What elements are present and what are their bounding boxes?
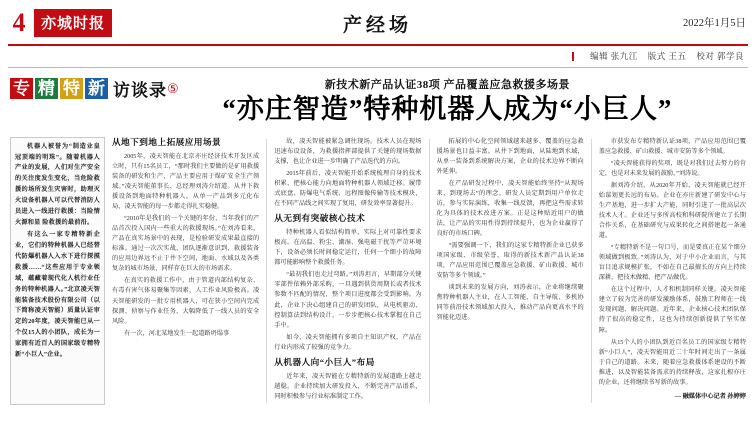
subheading: 从机器人向“小巨人”布局 [274, 356, 375, 367]
credit-mark-icon [572, 52, 574, 61]
credits-row [0, 46, 756, 62]
column-divider [266, 139, 267, 403]
section-title: 产经场 [343, 14, 413, 36]
column-divider [591, 139, 592, 403]
subheading: 从无到有突破核心技术 [274, 213, 366, 224]
body-paragraph: 2015年前后，凌天智能开始系统梳理自身的技术积累，把核心能力向地面特种机器人领域迁移。履带式底盘、防爆电气系统、远程图像传输等技术模块，在不同产品线之间实现了复用，研发效率显著提升。 [274, 169, 422, 207]
body-paragraph: 在产品研发过程中，凌天智能始终坚持“从现场来，到现场去”的理念。研发人员定期到用户单位走访，参与实际演练，收集一线反馈，再把这些需求转化为具体的技术改进方案。正是这种贴近用户的做法，让产品的实用性得到持续提升，也为企业赢得了良好的市场口碑。 [436, 179, 584, 238]
issue-date: 2022年1月5日 [683, 17, 746, 29]
body-paragraph: 市获发布专精特新认证38项，产品应用范围已覆盖应急救援、矿山救援、城市安防等多个领域。 [598, 137, 746, 155]
column-divider [429, 139, 430, 403]
subheading: 从地下到地上拓展应用场景 [112, 136, 222, 147]
body-paragraph: 近年来，凌天智能在专精特新的发展道路上越走越稳。企业持续加大研发投入，不断完善产品谱系，同时积极参与行业标准制定工作。 [274, 372, 422, 401]
series-tag-number: ⑤ [167, 80, 179, 96]
credit-proofreader: 校对 郭学良 [696, 51, 744, 61]
body-paragraph: 谈到未来的发展方向，刘涛表示，企业将继续聚焦特种机器人主业，在人工智能、自主导航、多机协同等前沿技术领域加大投入，推动产品向更高水平的智能化迈进。 [436, 284, 584, 322]
article-column-3 [437, 137, 584, 405]
lead-paragraph: 机器人被誉为“制造业皇冠顶端的明珠”。随着机器人产业的发展，人们对生产安全的关注度发生变化，当危险救援的场所发生灾害时，助理灭火设备机器人可以代替消防人员进入一线进行救援：当险情火源和显 险救援的最前沿。 [15, 142, 100, 226]
lead-paragraph-box [10, 137, 105, 405]
article-column-2 [274, 137, 421, 405]
body-paragraph: “最初我们也走过弯路。”刘涛坦言，早期部分关键零部件依赖外部采购，一旦遇到供货周期长或者技术参数不匹配的情况，整个项目进度都会受到影响。为此，企业下决心组建自己的研发团队，从电机驱动、控制算法到结构设计，一步步把核心技术掌握在自己手中。 [274, 271, 422, 329]
body-paragraph: 在这个过程中，人才和机制同样关键。凌天智能建立了较为完善的研发激励体系，鼓励工程师在一线发现问题、解决问题。近年来，企业核心技术团队保持了很高的稳定性，这也为持续创新提供了坚实保障。 [598, 286, 746, 334]
headline-kicker: 新技术新产品认证38项 产品覆盖应急救援多场景 [324, 79, 570, 91]
body-paragraph: 有一次，河北某地发生一起道路坍塌事 [124, 329, 230, 337]
masthead [0, 0, 756, 42]
body-paragraph: “2010年是我们的一个关键的年份，当年我们的产品首次投入国内一些重大的救援现场。”在刘涛看来，产品在真实场景中的表现，是检验研发成果最直接的标准。通过一次次实战，团队逐渐意识到，救援装备的应用边界远不止于井下空间，地面、水域以及各类复杂的城市场景，同样存在巨大的市场需求。 [112, 215, 260, 273]
series-tag-2: 精 [35, 78, 58, 100]
body-paragraph: 如今，凌天智能拥有多项自主知识产权，产品在行业内形成了较强的竞争力。 [274, 333, 422, 351]
body-paragraph: 故，凌天智能被紧急调往现场。技术人员在现场迅速布设设备，为救援指挥部提供了关键的现场数据支撑，也让企业进一步明确了产品迭代的方向。 [274, 137, 422, 165]
credit-editor: 编辑 张九江 [590, 51, 638, 61]
headline-title: “亦庄智造”特种机器人成为“小巨人” [222, 94, 673, 124]
body-paragraph: 据刘涛介绍，从2020年开始，凌天智能就已经开始谋划更长远的布局。企业在亦庄新建了研发中心与生产基地，进一步扩大产能，同时引进了一批高层次技术人才。企业还与多所高校和科研院所建立了长期合作关系，在基础研究与成果转化之间搭建起一条通道。 [598, 181, 746, 240]
credit-layout: 版式 王五 [647, 51, 687, 61]
article-column-1 [112, 137, 259, 405]
body-paragraph: “凌天智能获得的奖项，既是对我们过去努力的肯定，也是对未来发展的鼓励。”刘涛说。 [598, 159, 746, 177]
series-tag-1: 专 [10, 78, 33, 100]
body-paragraph: 2005年，凌天智能在北京亦庄经济技术开发区成立时，只有15名员工，“那时我们主要做的是矿用救援装备的研发和生产，产品主要应用于煤矿安全生产领域。”凌天智能董事长、总经理刘涛介绍道。从井下救援设备到地面特种机器人，从单一产品到多元化布局，凌天智能的每一步都走得扎实稳健。 [112, 152, 260, 211]
series-tag-3: 特 [60, 78, 83, 100]
body-paragraph: “专精特新不是一句口号，而是要真正在某个细分领域做到极致。”刘涛认为，对于中小企业而言，与其盲目追求规模扩张，不如在自己最擅长的方向上持续深耕，把技术做精、把产品做优。 [598, 244, 746, 282]
lead-paragraph: 有这么一家专精特新企业，它们的特种机器人已经替代防爆机器人入水下进行探摸救援……“这些应用于专业领域，蕴藏着现代化人机行业任务的特种机器人。”北京凌天智能装备技术股份有限公司（以下简称凌天智能）质量认证审定的20年度，凌天智能已从一个仅15人的小团队，成长为一家拥有近百人的国家级专精特新“小巨人”企业。 [15, 231, 100, 358]
page-number: 4 [12, 8, 26, 37]
newspaper-logo: 亦城时报 [34, 9, 112, 37]
article-byline: — 融媒体中心记者 孙婷婷 [674, 392, 746, 400]
body-paragraph: 拓展的中心化空间领域越来越多、覆盖的应急救援场景也日益丰富。从井下到地面，从陆地到水域，从单一装备到系统解决方案，企业的技术边界不断向外延伸。 [436, 137, 584, 175]
body-paragraph: 特种机器人看似结构简单，实际上对可靠性要求极高。在高温、粉尘、潮湿、强电磁干扰等严苛环境下，设备必须长时间稳定运行，任何一个细小的故障都可能影响整个救援任务。 [274, 229, 422, 267]
headline-block [0, 68, 756, 129]
series-tag-suffix: 访谈录 [113, 81, 167, 100]
article-column-4 [599, 137, 746, 405]
body-paragraph: 在真实的救援工作中，由于管道内部结构复杂、有毒有害气体易聚集等因素，人工作业风险极高。凌天智能研发的一批专用机器人，可在狭小空间内完成探测、侦察与作业任务，大幅降低了一线人员的安全风险。 [112, 277, 260, 325]
body-paragraph: “需要强调一下，我们的这家专精特新企业已获多项国家级、市级荣誉，取得的新技术新产品认证38项，产品应用范围已覆盖应急救援、矿山救援、城市安防等多个领域。” [436, 242, 584, 280]
body-paragraph: 从15个人的小团队到近百名员工的国家级专精特新“小巨人”，凌天智能用近二十年时间走出了一条属于自己的道路。未来，随着应急救援体系建设的不断推进，以及智能装备需求的持续释放，这家扎根亦庄的企业，还将继续书写新的故事。 [598, 338, 746, 386]
series-tag-4: 新 [85, 78, 108, 100]
article-body [10, 137, 746, 405]
